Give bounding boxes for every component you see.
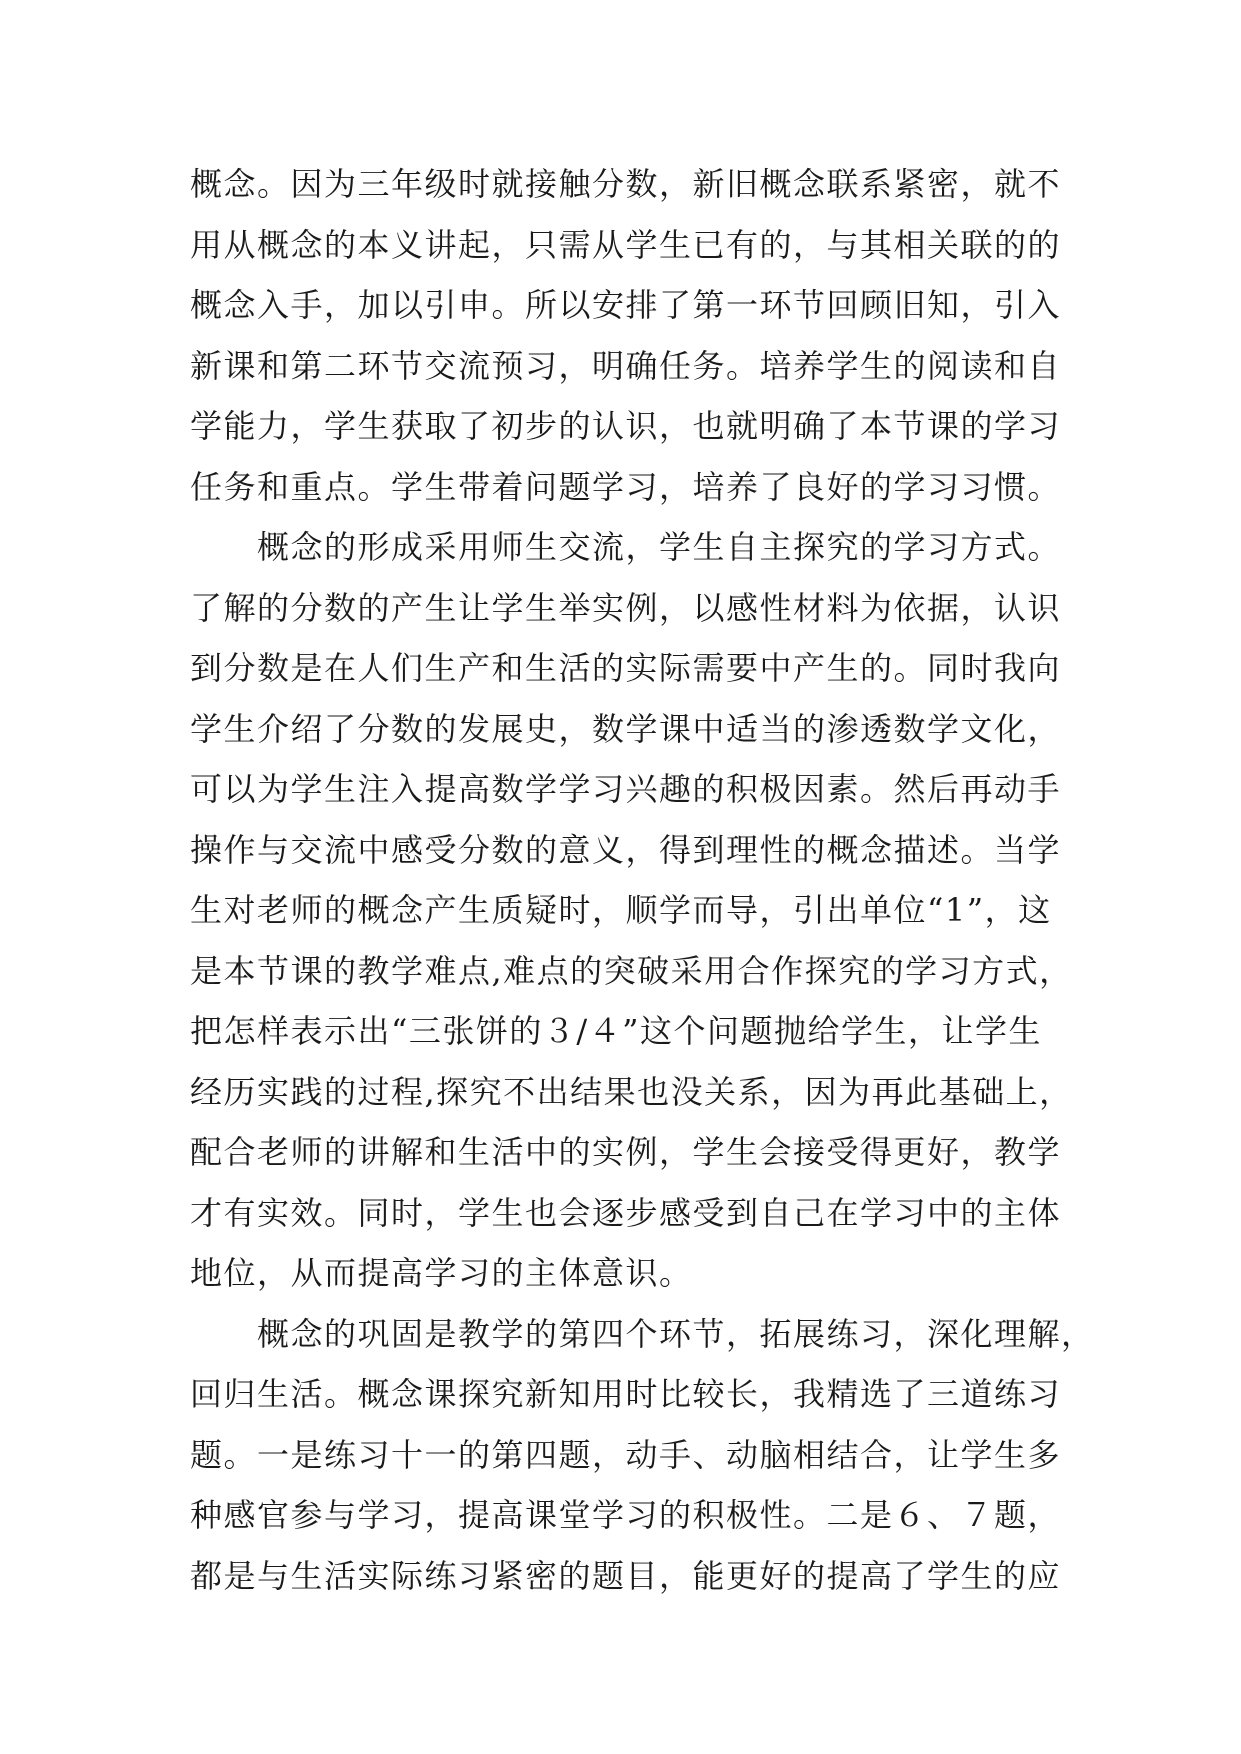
text-line: 概念。因为三年级时就接触分数，新旧概念联系紧密，就不	[190, 165, 1062, 203]
body-text	[190, 154, 1095, 1606]
text-line: 种感官参与学习，提高课堂学习的积极性。二是６、７题，	[190, 1496, 1062, 1534]
text-line: 了解的分数的产生让学生举实例，以感性材料为依据，认识	[190, 588, 1062, 627]
text-line: 题。一是练习十一的第四题，动手、动脑相结合，让学生多	[190, 1435, 1062, 1474]
text-line: 操作与交流中感受分数的意义，得到理性的概念描述。当学	[190, 830, 1062, 869]
text-line: 地位，从而提高学习的主体意识。	[190, 1254, 693, 1292]
text-line: 概念入手，加以引申。所以安排了第一环节回顾旧知，引入	[190, 286, 1062, 324]
text-line: 新课和第二环节交流预习，明确任务。培养学生的阅读和自	[190, 346, 1062, 385]
paragraph-start-line: 概念的形成采用师生交流，学生自主探究的学习方式。	[190, 528, 1062, 566]
text-line: 是本节课的教学难点,难点的突破采用合作探究的学习方式，	[190, 951, 1073, 990]
text-line: 学能力，学生获取了初步的认识，也就明确了本节课的学习	[190, 407, 1062, 445]
text-line: 都是与生活实际练习紧密的题目，能更好的提高了学生的应	[190, 1556, 1062, 1595]
text-line: 配合老师的讲解和生活中的实例，学生会接受得更好，教学	[190, 1133, 1062, 1171]
text-line: 把怎样表示出“三张饼的３/４”这个问题抛给学生，让学生	[190, 1012, 1043, 1050]
text-line: 才有实效。同时，学生也会逐步感受到自己在学习中的主体	[190, 1193, 1062, 1232]
text-line: 学生介绍了分数的发展史，数学课中适当的渗透数学文化，	[190, 709, 1062, 748]
text-line: 任务和重点。学生带着问题学习，培养了良好的学习习惯。	[190, 467, 1062, 506]
text-line: 用从概念的本义讲起，只需从学生已有的，与其相关联的的	[190, 225, 1062, 264]
paragraph-start-line: 概念的巩固是教学的第四个环节，拓展练习，深化理解，	[190, 1314, 1095, 1353]
text-line: 可以为学生注入提高数学学习兴趣的积极因素。然后再动手	[190, 770, 1062, 808]
text-line: 到分数是在人们生产和生活的实际需要中产生的。同时我向	[190, 649, 1062, 687]
text-line: 回归生活。概念课探究新知用时比较长，我精选了三道练习	[190, 1375, 1062, 1413]
text-line: 经历实践的过程,探究不出结果也没关系，因为再此基础上，	[190, 1072, 1073, 1111]
text-line: 生对老师的概念产生质疑时，顺学而导，引出单位“1”，这	[190, 891, 1052, 929]
